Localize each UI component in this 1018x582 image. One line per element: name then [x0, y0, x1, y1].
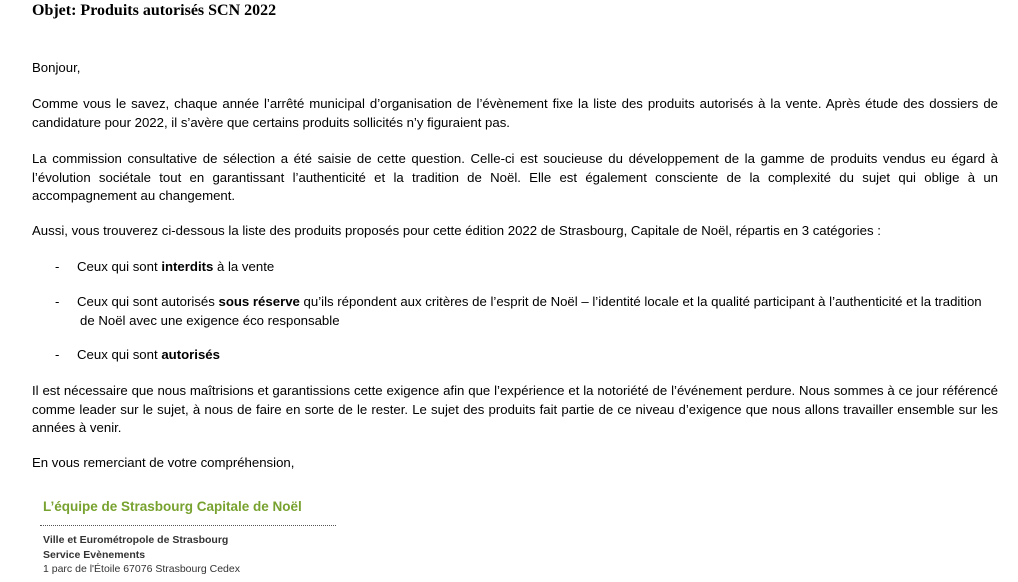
greeting: Bonjour,	[32, 60, 81, 75]
signature-department: Service Evènements	[43, 548, 146, 561]
closing-line: En vous remerciant de votre compréhension,	[32, 455, 295, 470]
signature-divider	[40, 525, 336, 526]
bullet-bold-text: interdits	[161, 259, 214, 274]
bullet-dash: -	[55, 294, 60, 309]
signature-organization: Ville et Eurométropole de Strasbourg	[43, 534, 229, 546]
paragraph-intro: Comme vous le savez, chaque année l’arrêté municipal d’organisation de l’évènement fixe la liste des produits autorisés à la vente. Après étude des dossiers de candidature pour 2022, il s’avère que certains produits sollicités n’y figuraient pas.	[32, 96, 998, 130]
bullet-text: à la vente	[213, 259, 275, 274]
subject-line: Objet: Produits autorisés SCN 2022	[32, 2, 277, 19]
bullet-bold-text: sous réserve	[218, 294, 300, 309]
bullet-item-forbidden	[55, 258, 998, 277]
paragraph-requirement: Il est nécessaire que nous maîtrisions et garantissions cette exigence afin que l’expérience et la notoriété de l’événement perdure. Nous sommes à ce jour référencé comme leader sur le sujet, à nous de faire en sorte de le rester. Le sujet des produits fait partie de ce niveau d’exigence que nous allons travailler ensemble sur les années à venir.	[32, 383, 998, 435]
bullet-text: Ceux qui sont autorisés	[77, 294, 219, 309]
bullet-dash: -	[55, 259, 60, 274]
bullet-continuation: de Noël avec une exigence éco responsable	[80, 312, 340, 328]
signature-block	[43, 498, 343, 575]
bullet-text: Ceux qui sont	[77, 259, 162, 274]
bullet-item-authorized	[55, 346, 998, 365]
paragraph-commission: La commission consultative de sélection a été saisie de cette question. Celle-ci est soucieuse du développement de la gamme de produits vendus eu égard à l’évolution sociétale tout en garantissant l’authenticité et la tradition de Noël. Elle est également consciente de la complexité du sujet qui oblige à un accompagnement au changement.	[32, 151, 998, 203]
bullet-bold-text: autorisés	[161, 347, 220, 362]
bullet-text: qu’ils répondent aux critères de l’esprit de Noël – l’identité locale et la qualité participant à l’authenticité et la tradition	[299, 294, 982, 309]
bullet-text: Ceux qui sont	[77, 347, 162, 362]
bullet-dash: -	[55, 347, 60, 362]
bullet-item-conditional	[55, 293, 998, 330]
paragraph-list-intro: Aussi, vous trouverez ci-dessous la liste des produits proposés pour cette édition 2022 de Strasbourg, Capitale de Noël, répartis en 3 catégories :	[32, 223, 881, 238]
signature-address: 1 parc de l'Étoile 67076 Strasbourg Cedex	[43, 563, 240, 575]
signature-title: L’équipe de Strasbourg Capitale de Noël	[43, 499, 302, 514]
